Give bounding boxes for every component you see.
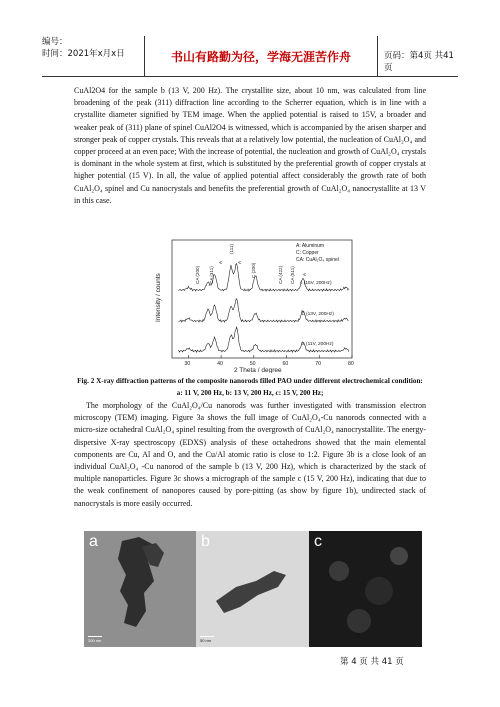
legend-item: C: Copper (296, 250, 319, 256)
curve-label: b (13V, 200Hz) (302, 312, 334, 317)
figure-caption: Fig. 2 X-ray diffraction patterns of the composite nanorods filled PAO under different electrochemical condition: a: 11 V, 200 Hz, b: 13 V, 200 Hz, c: 15 V, 200 Hz; (77, 377, 423, 397)
legend (296, 243, 339, 263)
tem-image-b (196, 531, 309, 647)
paragraph-1: CuAl2O4 for the sample b (13 V, 200 Hz). The crystallite size, about 10 nm, was calculated from line broadening of the peak (311) diffraction line according to the Scherrer equation, which is in line with a crystallite diameter signified by TEM image. When the applied potential is raised to 15V, a broader and weaker peak of (311) plane of spinel CuAl2O4 is witnessed, which is accompanied by the arisen sharper and stronger peak of copper crystals. This reveals that at a relatively low potential, the nucleation of CuAl₂O₄ and copper proceed at an even pace; With the increase of potential, the nucleation and growth of CuAl₂O₄ crystals is dominant in the whole system at first, which is substituted by the preferential growth of copper crystals at higher potential (15 V). In all, the value of applied potential affect considerably the growth rate of both CuAl₂O₄ spinel and Cu nanocrystals and benefits the preferential growth of CuAl₂O₄ nanocrystallite at 13 V in this case. (74, 86, 426, 205)
xrd-curves (179, 264, 349, 353)
peak-label: CA (422) (278, 265, 283, 284)
peak-label: CA (511) (290, 266, 295, 284)
peak-label: C (200) (251, 262, 256, 278)
x-tick-label: 30 (184, 361, 191, 367)
scale-bar-a: 200 nm (88, 638, 102, 643)
tem-label-c: c (314, 533, 322, 550)
peak-label: CA (311) (209, 266, 214, 284)
page-header (42, 36, 458, 76)
xrd-series-line (179, 299, 349, 322)
x-tick-label: 40 (217, 361, 223, 367)
header-divider (42, 76, 458, 77)
legend-item: A: Aluminum (296, 243, 325, 249)
time-label: 时间：2021年x月x日 (42, 49, 125, 59)
scale-bar-b: 50 nm (200, 636, 214, 643)
tem-image-c (309, 531, 422, 647)
xrd-series-line (179, 264, 349, 292)
curve-label: a (11V, 200Hz) (302, 342, 334, 347)
x-tick-label: 50 (249, 361, 256, 367)
peak-label: A (302, 272, 307, 276)
legend-item: CA: CuAl₂O₄ spinel (296, 257, 339, 263)
peak-label: A (218, 260, 223, 264)
tem-label-b: b (201, 533, 210, 550)
tem-b-graphic (196, 531, 309, 647)
tem-a-graphic (84, 531, 197, 647)
y-axis-label: Intensity / counts (155, 273, 162, 322)
peak-label: A (237, 260, 242, 264)
header-page-label: 页码：第4页 共41页 (384, 51, 454, 73)
header-left (42, 36, 125, 60)
number-label: 编号： (42, 37, 68, 47)
peak-label: (111) (229, 243, 234, 254)
x-ticks (184, 355, 353, 367)
peak-label: CA (200) (195, 265, 200, 284)
peak-labels (195, 243, 307, 284)
x-tick-label: 80 (348, 361, 354, 367)
xrd-series-line (179, 327, 349, 352)
x-tick-label: 60 (282, 361, 289, 367)
curve-label: c (15V, 200Hz) (300, 281, 332, 286)
tem-label-a: a (89, 533, 98, 550)
paragraph-2: The morphology of the CuAl₂O₄/Cu nanorods was further investigated with transmission electron microscopy (TEM) imaging. Figure 3a shows the full image of CuAl₂O₄-Cu nanorods connected with a micro-size octahedral CuAl₂O₄ spinel resulting from the overgrowth of CuAl₂O₄ nanocrystallite. The energy-dispersive X-ray spectroscopy (EDXS) analysis of these octahedrons showed that the main elemental components are Cu, Al and O, and the Cu/Al atomic ratio is close to 1:2. Figure 3b is a close look of an individual CuAl₂O₄ -Cu nanorod of the sample b (13 V, 200 Hz), which is characterized by the stack of multiple nanoparticles. Figure 3c shows a micrograph of the sample c (15 V, 200 Hz), indicating that due to the weak confinement of nanopores caused by pore-pitting (as show by figure 1b), undirected stack of nanocrystals is more easily occurred. (74, 401, 426, 508)
page-footer: 第 4 页 共 41 页 (340, 657, 404, 667)
tem-image-a (84, 531, 197, 647)
x-tick-label: 70 (315, 361, 322, 367)
x-axis-label: 2 Theta / degree (234, 367, 282, 373)
xrd-figure (150, 238, 355, 373)
xrd-chart (150, 238, 355, 373)
tem-c-graphic (309, 531, 422, 647)
header-motto: 书山有路勤为径，学海无涯苦作舟 (144, 36, 378, 76)
